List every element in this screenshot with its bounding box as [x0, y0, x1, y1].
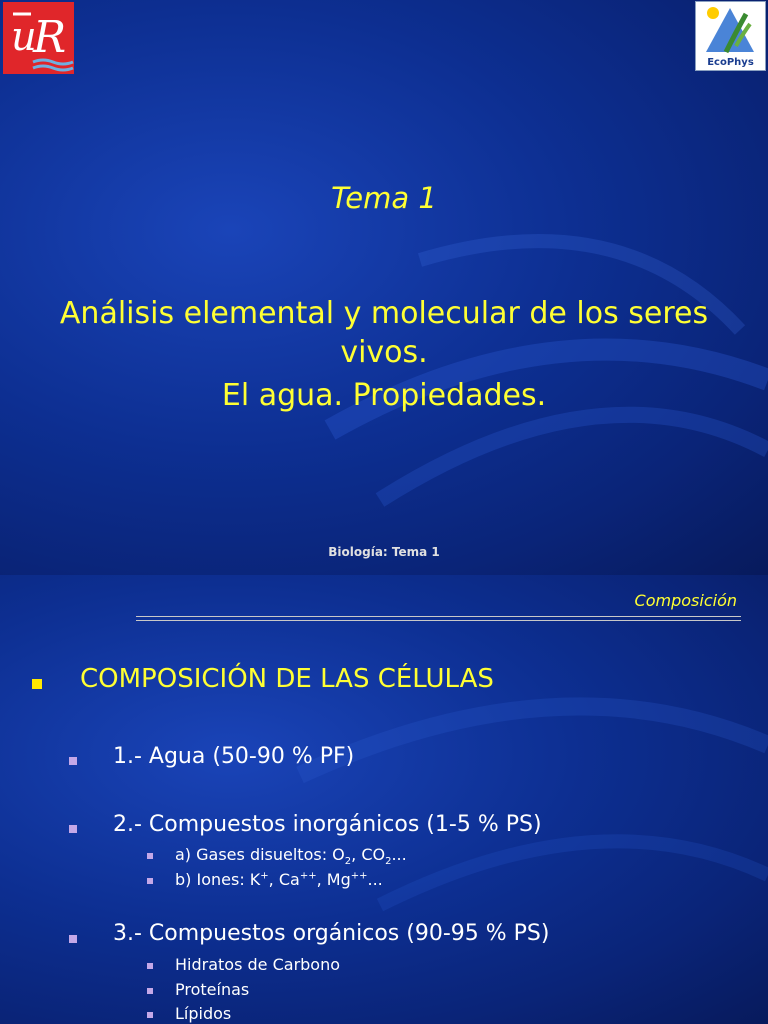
title-line-2: El agua. Propiedades.	[221, 378, 547, 413]
ecophys-label: EcoPhys	[707, 57, 754, 68]
bullet-square-icon	[147, 853, 153, 859]
background-swirl-decoration	[0, 575, 768, 1024]
topic-number: Tema 1	[331, 181, 437, 215]
title-line-1: Análisis elemental y molecular de los seres vivos.	[59, 296, 709, 370]
ecophys-emblem-icon	[696, 2, 765, 58]
header-divider-top	[136, 616, 741, 617]
sub-item-proteins: Proteínas	[175, 980, 250, 999]
sub-item-gases: a) Gases disueltos: $O_2$, $CO_2$...	[175, 845, 407, 868]
section-header: Composición	[634, 591, 737, 610]
svg-text:u: u	[11, 14, 37, 60]
bullet-square-icon	[147, 1012, 153, 1018]
list-item-inorganic: 2.- Compuestos inorgánicos (1-5 % PS)	[113, 812, 542, 837]
sub-item-lipids: Lípidos	[175, 1004, 232, 1023]
bullet-square-icon	[69, 935, 77, 943]
slide-footer: Biología: Tema 1	[328, 545, 440, 559]
header-divider-bottom	[136, 620, 741, 621]
bullet-square-icon	[147, 988, 153, 994]
sub-item-carbohydrates: Hidratos de Carbono	[175, 955, 341, 974]
bullet-square-icon	[147, 878, 153, 884]
sub-item-ions: b) Iones: K+, Ca++, Mg++...	[175, 870, 383, 889]
slide-title	[30, 294, 738, 415]
ur-logo-icon	[3, 2, 74, 74]
bullet-square-icon	[147, 963, 153, 969]
content-slide	[0, 575, 768, 1024]
bullet-square-icon	[69, 757, 77, 765]
section-heading: COMPOSICIÓN DE LAS CÉLULAS	[80, 664, 494, 694]
ecophys-logo	[695, 1, 766, 71]
bullet-square-icon	[32, 679, 42, 689]
svg-text:R: R	[33, 12, 67, 63]
list-item-water: 1.- Agua (50-90 % PF)	[113, 744, 355, 769]
list-item-organic: 3.- Compuestos orgánicos (90-95 % PS)	[113, 921, 550, 946]
university-logo	[3, 2, 74, 74]
bullet-square-icon	[69, 825, 77, 833]
